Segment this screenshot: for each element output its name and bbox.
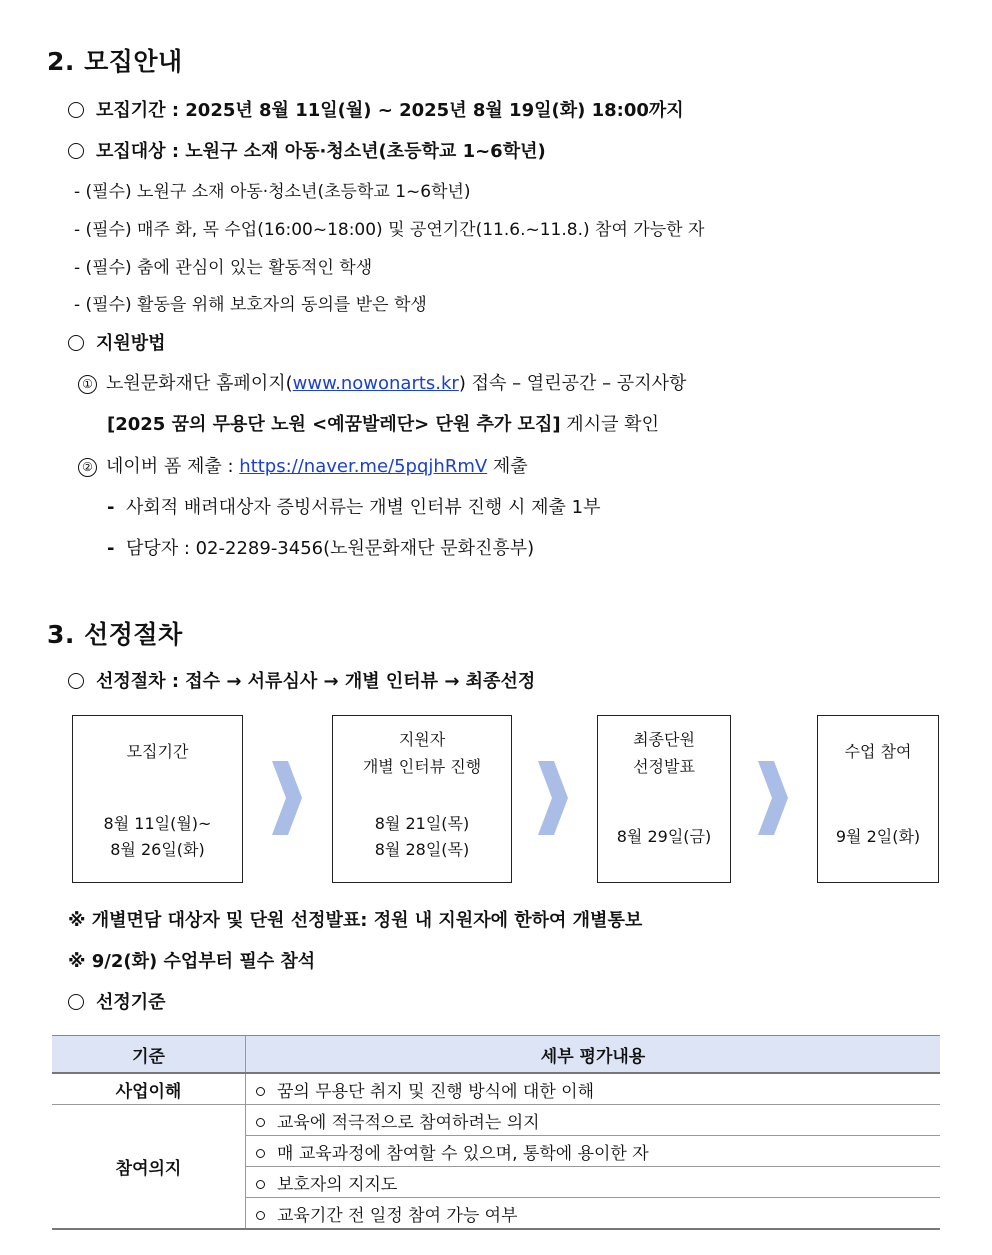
circled-two-icon: ②: [78, 458, 97, 477]
apply-method-text: 지원방법: [96, 333, 166, 354]
criteria-detail: 교육에 적극적으로 참여하려는 의지: [246, 1105, 941, 1136]
selection-criteria-text: 선정기준: [96, 992, 166, 1013]
criteria-detail: 보호자의 지지도: [246, 1167, 941, 1198]
flow-box-final: 최종단원 선정발표 8월 29일(금): [597, 715, 731, 883]
bullet-icon: [256, 1149, 265, 1158]
criteria-detail: 교육기간 전 일정 참여 가능 여부: [246, 1198, 941, 1230]
selection-process: [68, 667, 535, 693]
bullet-icon: [256, 1087, 265, 1096]
flow-box-interview: 지원자 개별 인터뷰 진행 8월 21일(목) 8월 28일(목): [332, 715, 512, 883]
table-row: [52, 1105, 940, 1136]
requirement-item: - (필수) 매주 화, 목 수업(16:00~18:00) 및 공연기간(11.6.~11.8.) 참여 가능한 자: [74, 220, 705, 240]
requirement-item: - (필수) 활동을 위해 보호자의 동의를 받은 학생: [74, 295, 427, 315]
table-row: [52, 1073, 940, 1105]
notice-interview: ※ 개별면담 대상자 및 단원 선정발표: 정원 내 지원자에 한하여 개별통보: [68, 910, 643, 931]
criteria-table: [52, 1035, 940, 1230]
circle-bullet-icon: [68, 335, 84, 351]
bullet-icon: [256, 1211, 265, 1220]
step-1: ① 노원문화재단 홈페이지(www.nowonarts.kr) 접속 – 열린공간 – 공지사항: [78, 369, 686, 395]
step-2: ② 네이버 폼 제출 : https://naver.me/5pqjhRmV 제출: [78, 452, 528, 478]
naver-form-link[interactable]: https://naver.me/5pqjhRmV: [239, 456, 488, 477]
step-1-detail: [2025 꿈의 무용단 노원 <예꿈발레단> 단원 추가 모집] 게시글 확인: [107, 414, 659, 435]
circle-bullet-icon: [68, 673, 84, 689]
chevron-right-icon: [538, 761, 568, 835]
bullet-icon: [256, 1118, 265, 1127]
circle-bullet-icon: [68, 102, 84, 118]
section-2-title: 2. 모집안내: [47, 47, 183, 76]
chevron-right-icon: [758, 761, 788, 835]
note-contact: - 담당자 : 02-2289-3456(노원문화재단 문화진흥부): [107, 538, 535, 559]
requirement-item: - (필수) 춤에 관심이 있는 활동적인 학생: [74, 258, 373, 278]
recruit-target: [68, 137, 546, 163]
criteria-key: 참여의지: [52, 1105, 246, 1230]
apply-method: [68, 329, 166, 355]
circle-bullet-icon: [68, 994, 84, 1010]
criteria-key: 사업이해: [52, 1073, 246, 1105]
criteria-detail: 매 교육과정에 참여할 수 있으며, 통학에 용이한 자: [246, 1136, 941, 1167]
criteria-detail: 꿈의 무용단 취지 및 진행 방식에 대한 이해: [246, 1073, 941, 1105]
recruit-target-text: 모집대상 : 노원구 소재 아동·청소년(초등학교 1~6학년): [96, 141, 546, 162]
bullet-icon: [256, 1180, 265, 1189]
selection-criteria: [68, 988, 166, 1014]
chevron-right-icon: [272, 761, 302, 835]
selection-process-text: 선정절차 : 접수 → 서류심사 → 개별 인터뷰 → 최종선정: [96, 671, 536, 692]
column-header: 기준: [52, 1036, 246, 1074]
requirement-item: - (필수) 노원구 소재 아동·청소년(초등학교 1~6학년): [74, 182, 471, 202]
section-3-title: 3. 선정절차: [47, 620, 183, 649]
flow-box-recruit: 모집기간 8월 11일(월)~ 8월 26일(화): [72, 715, 243, 883]
recruit-period: [68, 96, 684, 122]
circle-bullet-icon: [68, 143, 84, 159]
recruit-period-text: 모집기간 : 2025년 8월 11일(월) ~ 2025년 8월 19일(화) 18:00까지: [96, 100, 684, 121]
circled-one-icon: ①: [78, 375, 97, 394]
notice-attendance: ※ 9/2(화) 수업부터 필수 참석: [68, 951, 316, 972]
flow-box-class: 수업 참여 9월 2일(화): [817, 715, 939, 883]
table-header-row: [52, 1036, 940, 1074]
note-documents: - 사회적 배려대상자 증빙서류는 개별 인터뷰 진행 시 제출 1부: [107, 497, 601, 518]
website-link[interactable]: www.nowonarts.kr: [292, 373, 459, 394]
column-header: 세부 평가내용: [246, 1036, 941, 1074]
